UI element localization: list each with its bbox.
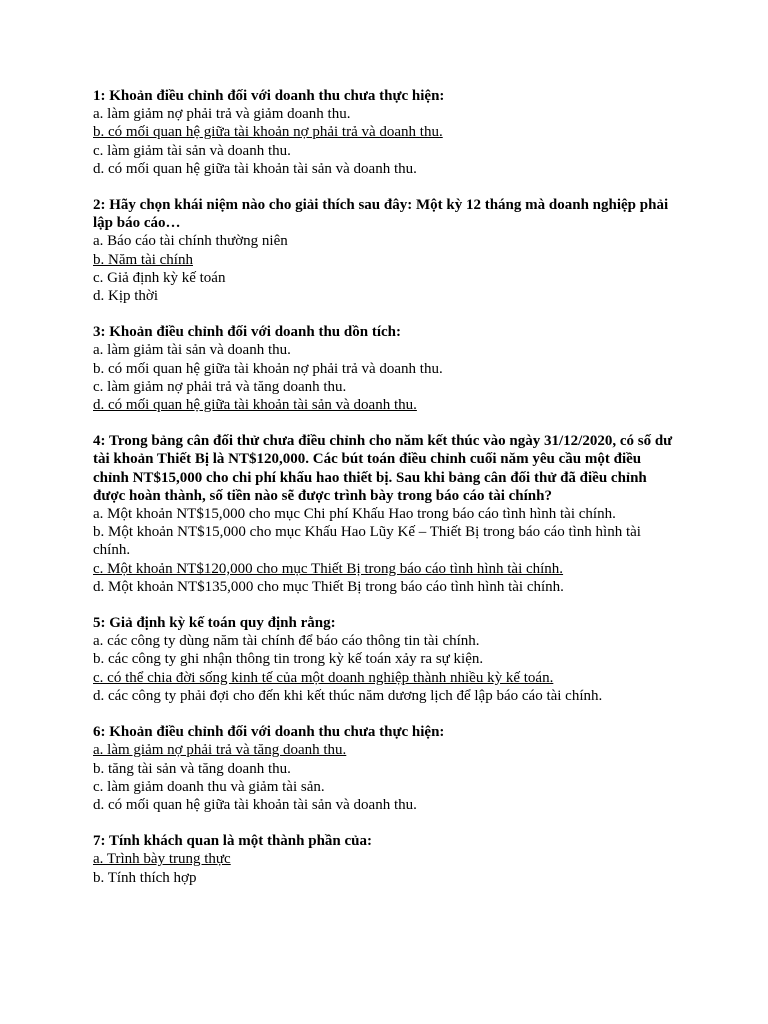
question-title: 7: Tính khách quan là một thành phần của: bbox=[93, 833, 372, 850]
answer-option: b. các công ty ghi nhận thông tin trong kỳ kế toán xảy ra sự kiện. bbox=[93, 651, 484, 668]
answer-option-correct: b. có mối quan hệ giữa tài khoản nợ phải trả và doanh thu. bbox=[93, 124, 443, 141]
answer-option: c. Giả định kỳ kế toán bbox=[93, 269, 226, 286]
answer-option: a. làm giảm tài sản và doanh thu. bbox=[93, 342, 291, 359]
answer-option: c. làm giảm tài sản và doanh thu. bbox=[93, 142, 291, 159]
answer-option: d. các công ty phải đợi cho đến khi kết thúc năm dương lịch để lập báo cáo tài chính. bbox=[93, 687, 603, 704]
answer-option: a. Báo cáo tài chính thường niên bbox=[93, 233, 288, 250]
answer-option-correct: c. có thể chia đời sống kinh tế của một doanh nghiệp thành nhiều kỳ kế toán. bbox=[93, 669, 554, 686]
answer-option: a. làm giảm nợ phải trả và giảm doanh thu. bbox=[93, 106, 351, 123]
answer-option: d. có mối quan hệ giữa tài khoản tài sản và doanh thu. bbox=[93, 796, 417, 813]
answer-option: d. Một khoản NT$135,000 cho mục Thiết Bị trong báo cáo tình hình tài chính. bbox=[93, 578, 564, 595]
question-6 bbox=[93, 723, 673, 814]
question-title: 4: Trong bảng cân đối thử chưa điều chỉnh cho năm kết thúc vào ngày 31/12/2020, có số dư tài khoản Thiết Bị là NT$120,000. Các bút toán điều chỉnh cuối năm yêu cầu một điều chỉnh NT$15,000 cho chi phí khấu hao thiết bị. Sau khi bảng cân đối thử đã điều chỉnh được hoàn thành, số tiền nào sẽ được trình bày trong báo cáo tài chính? bbox=[93, 433, 673, 504]
question-title: 5: Giả định kỳ kế toán quy định rằng: bbox=[93, 615, 336, 632]
question-5 bbox=[93, 614, 673, 705]
answer-option: d. Kịp thời bbox=[93, 288, 159, 305]
answer-option-correct: c. Một khoản NT$120,000 cho mục Thiết Bị trong báo cáo tình hình tài chính. bbox=[93, 560, 564, 577]
question-title: 2: Hãy chọn khái niệm nào cho giải thích sau đây: Một kỳ 12 tháng mà doanh nghiệp phải lập báo cáo… bbox=[93, 197, 669, 232]
answer-option: c. làm giảm doanh thu và giảm tài sản. bbox=[93, 778, 325, 795]
answer-option: c. làm giảm nợ phải trả và tăng doanh thu. bbox=[93, 378, 347, 395]
answer-option: b. tăng tài sản và tăng doanh thu. bbox=[93, 760, 291, 777]
question-3 bbox=[93, 323, 673, 414]
answer-option-correct: a. Trình bày trung thực bbox=[93, 851, 231, 868]
question-title: 1: Khoản điều chỉnh đối với doanh thu chưa thực hiện: bbox=[93, 88, 445, 104]
question-1 bbox=[93, 87, 673, 178]
answer-option-correct: b. Năm tài chính bbox=[93, 251, 193, 268]
answer-option: d. có mối quan hệ giữa tài khoản tài sản và doanh thu. bbox=[93, 160, 417, 177]
question-2 bbox=[93, 196, 673, 305]
document-page bbox=[93, 87, 673, 905]
answer-option-correct: d. có mối quan hệ giữa tài khoản tài sản và doanh thu. bbox=[93, 397, 417, 414]
question-4 bbox=[93, 432, 673, 596]
answer-option-correct: a. làm giảm nợ phải trả và tăng doanh thu. bbox=[93, 742, 347, 759]
answer-option: b. Tính thích hợp bbox=[93, 869, 197, 886]
answer-option: a. các công ty dùng năm tài chính để báo cáo thông tin tài chính. bbox=[93, 633, 480, 650]
answer-option: b. Một khoản NT$15,000 cho mục Khấu Hao Lũy Kế – Thiết Bị trong báo cáo tình hình tài chính. bbox=[93, 524, 641, 559]
question-7 bbox=[93, 832, 673, 887]
question-title: 6: Khoản điều chỉnh đối với doanh thu chưa thực hiện: bbox=[93, 724, 445, 741]
question-title: 3: Khoản điều chỉnh đối với doanh thu dồn tích: bbox=[93, 324, 401, 341]
answer-option: a. Một khoản NT$15,000 cho mục Chi phí Khấu Hao trong báo cáo tình hình tài chính. bbox=[93, 506, 616, 523]
answer-option: b. có mối quan hệ giữa tài khoản nợ phải trả và doanh thu. bbox=[93, 360, 443, 377]
